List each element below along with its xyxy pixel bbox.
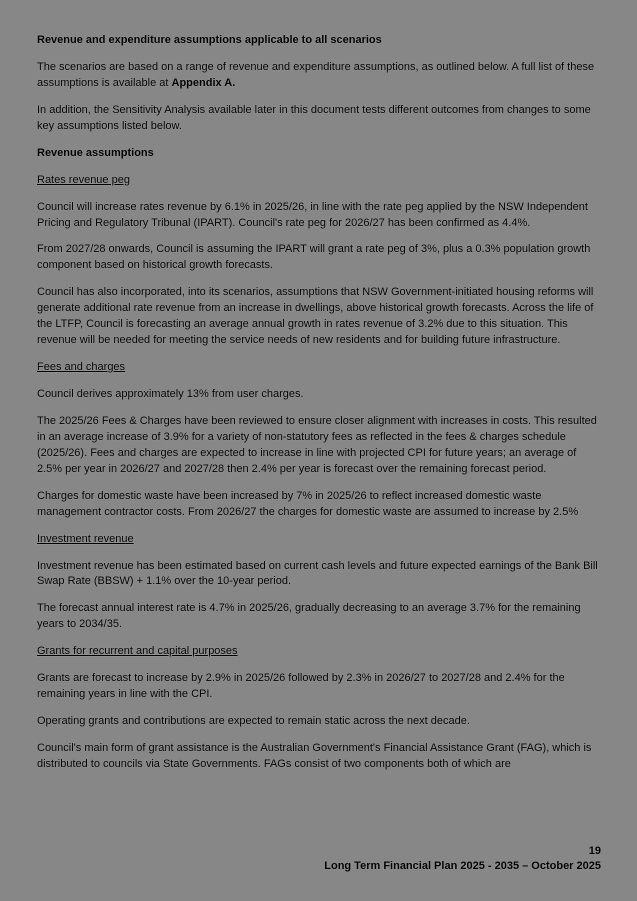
revenue-assumptions-heading: Revenue assumptions bbox=[37, 146, 154, 159]
page-footer bbox=[324, 844, 601, 873]
footer-document-title: Long Term Financial Plan 2025 - 2035 – October 2025 bbox=[324, 859, 601, 872]
rates-paragraph-2: From 2027/28 onwards, Council is assuming the IPART will grant a rate peg of 3%, plus a 0.3% population growth component based on historical growth forecasts. bbox=[37, 243, 591, 272]
investment-revenue-heading: Investment revenue bbox=[37, 532, 134, 545]
grants-paragraph-1: Grants are forecast to increase by 2.9% in 2025/26 followed by 2.3% in 2026/27 to 2027/28 and 2.4% for the remaining years in line with the CPI. bbox=[37, 672, 565, 701]
rates-paragraph-3: Council has also incorporated, into its scenarios, assumptions that NSW Government-initiated housing reforms will generate additional rate revenue from an increase in dwellings, above historical growth forecasts. Across the life of the LTFP, Council is forecasting an average annual growth in rates revenue of 3.2% due to this situation. This revenue will be needed for meeting the service needs of new residents and for building future infrastructure. bbox=[37, 286, 594, 347]
investment-paragraph-2: The forecast annual interest rate is 4.7% in 2025/26, gradually decreasing to an average 3.7% for the remaining years to 2034/35. bbox=[37, 602, 581, 631]
grants-paragraph-3: Council's main form of grant assistance is the Australian Government's Financial Assistance Grant (FAG), which is distributed to councils via State Governments. FAGs consist of two components both of which are bbox=[37, 742, 592, 770]
rates-paragraph-1: Council will increase rates revenue by 6.1% in 2025/26, in line with the rate peg applied by the NSW Independent Pricing and Regulatory Tribunal (IPART). Council's rate peg for 2026/27 has been confirmed as 4.4%. bbox=[37, 200, 588, 229]
fees-paragraph-2: The 2025/26 Fees & Charges have been reviewed to ensure closer alignment with increases in costs. This resulted in an average increase of 3.9% for a variety of non-statutory fees as reflected in the fees & charges schedule (2025/26). Fees and charges are expected to increase in line with projected CPI for future years; an average of 2.5% per year in 2026/27 and 2027/28 then 2.4% per year is forecast over the remaining forecast period. bbox=[37, 414, 597, 475]
main-heading: Revenue and expenditure assumptions applicable to all scenarios bbox=[37, 34, 382, 46]
grants-heading: Grants for recurrent and capital purposes bbox=[37, 645, 238, 658]
appendix-a-reference: Appendix A. bbox=[171, 76, 236, 89]
intro-paragraph bbox=[37, 60, 601, 92]
page-number: 19 bbox=[588, 845, 601, 858]
fees-paragraph-3: Charges for domestic waste have been increased by 7% in 2025/26 to reflect increased domestic waste management contractor costs. From 2026/27 the charges for domestic waste are assumed to increase by 2.5% bbox=[37, 489, 579, 518]
fees-paragraph-1: Council derives approximately 13% from user charges. bbox=[37, 388, 304, 400]
intro-text: The scenarios are based on a range of revenue and expenditure assumptions, as outlined below. A full list of these assumptions is available at bbox=[37, 60, 595, 89]
investment-paragraph-1: Investment revenue has been estimated based on current cash levels and future expected earnings of the Bank Bill Swap Rate (BBSW) + 1.1% over the 10-year period. bbox=[37, 559, 598, 588]
sensitivity-paragraph: In addition, the Sensitivity Analysis available later in this document tests different outcomes from changes to some key assumptions listed below. bbox=[37, 103, 591, 132]
grants-paragraph-2: Operating grants and contributions are expected to remain static across the next decade. bbox=[37, 715, 470, 728]
fees-and-charges-heading: Fees and charges bbox=[37, 361, 126, 374]
rates-revenue-peg-heading: Rates revenue peg bbox=[37, 173, 130, 186]
